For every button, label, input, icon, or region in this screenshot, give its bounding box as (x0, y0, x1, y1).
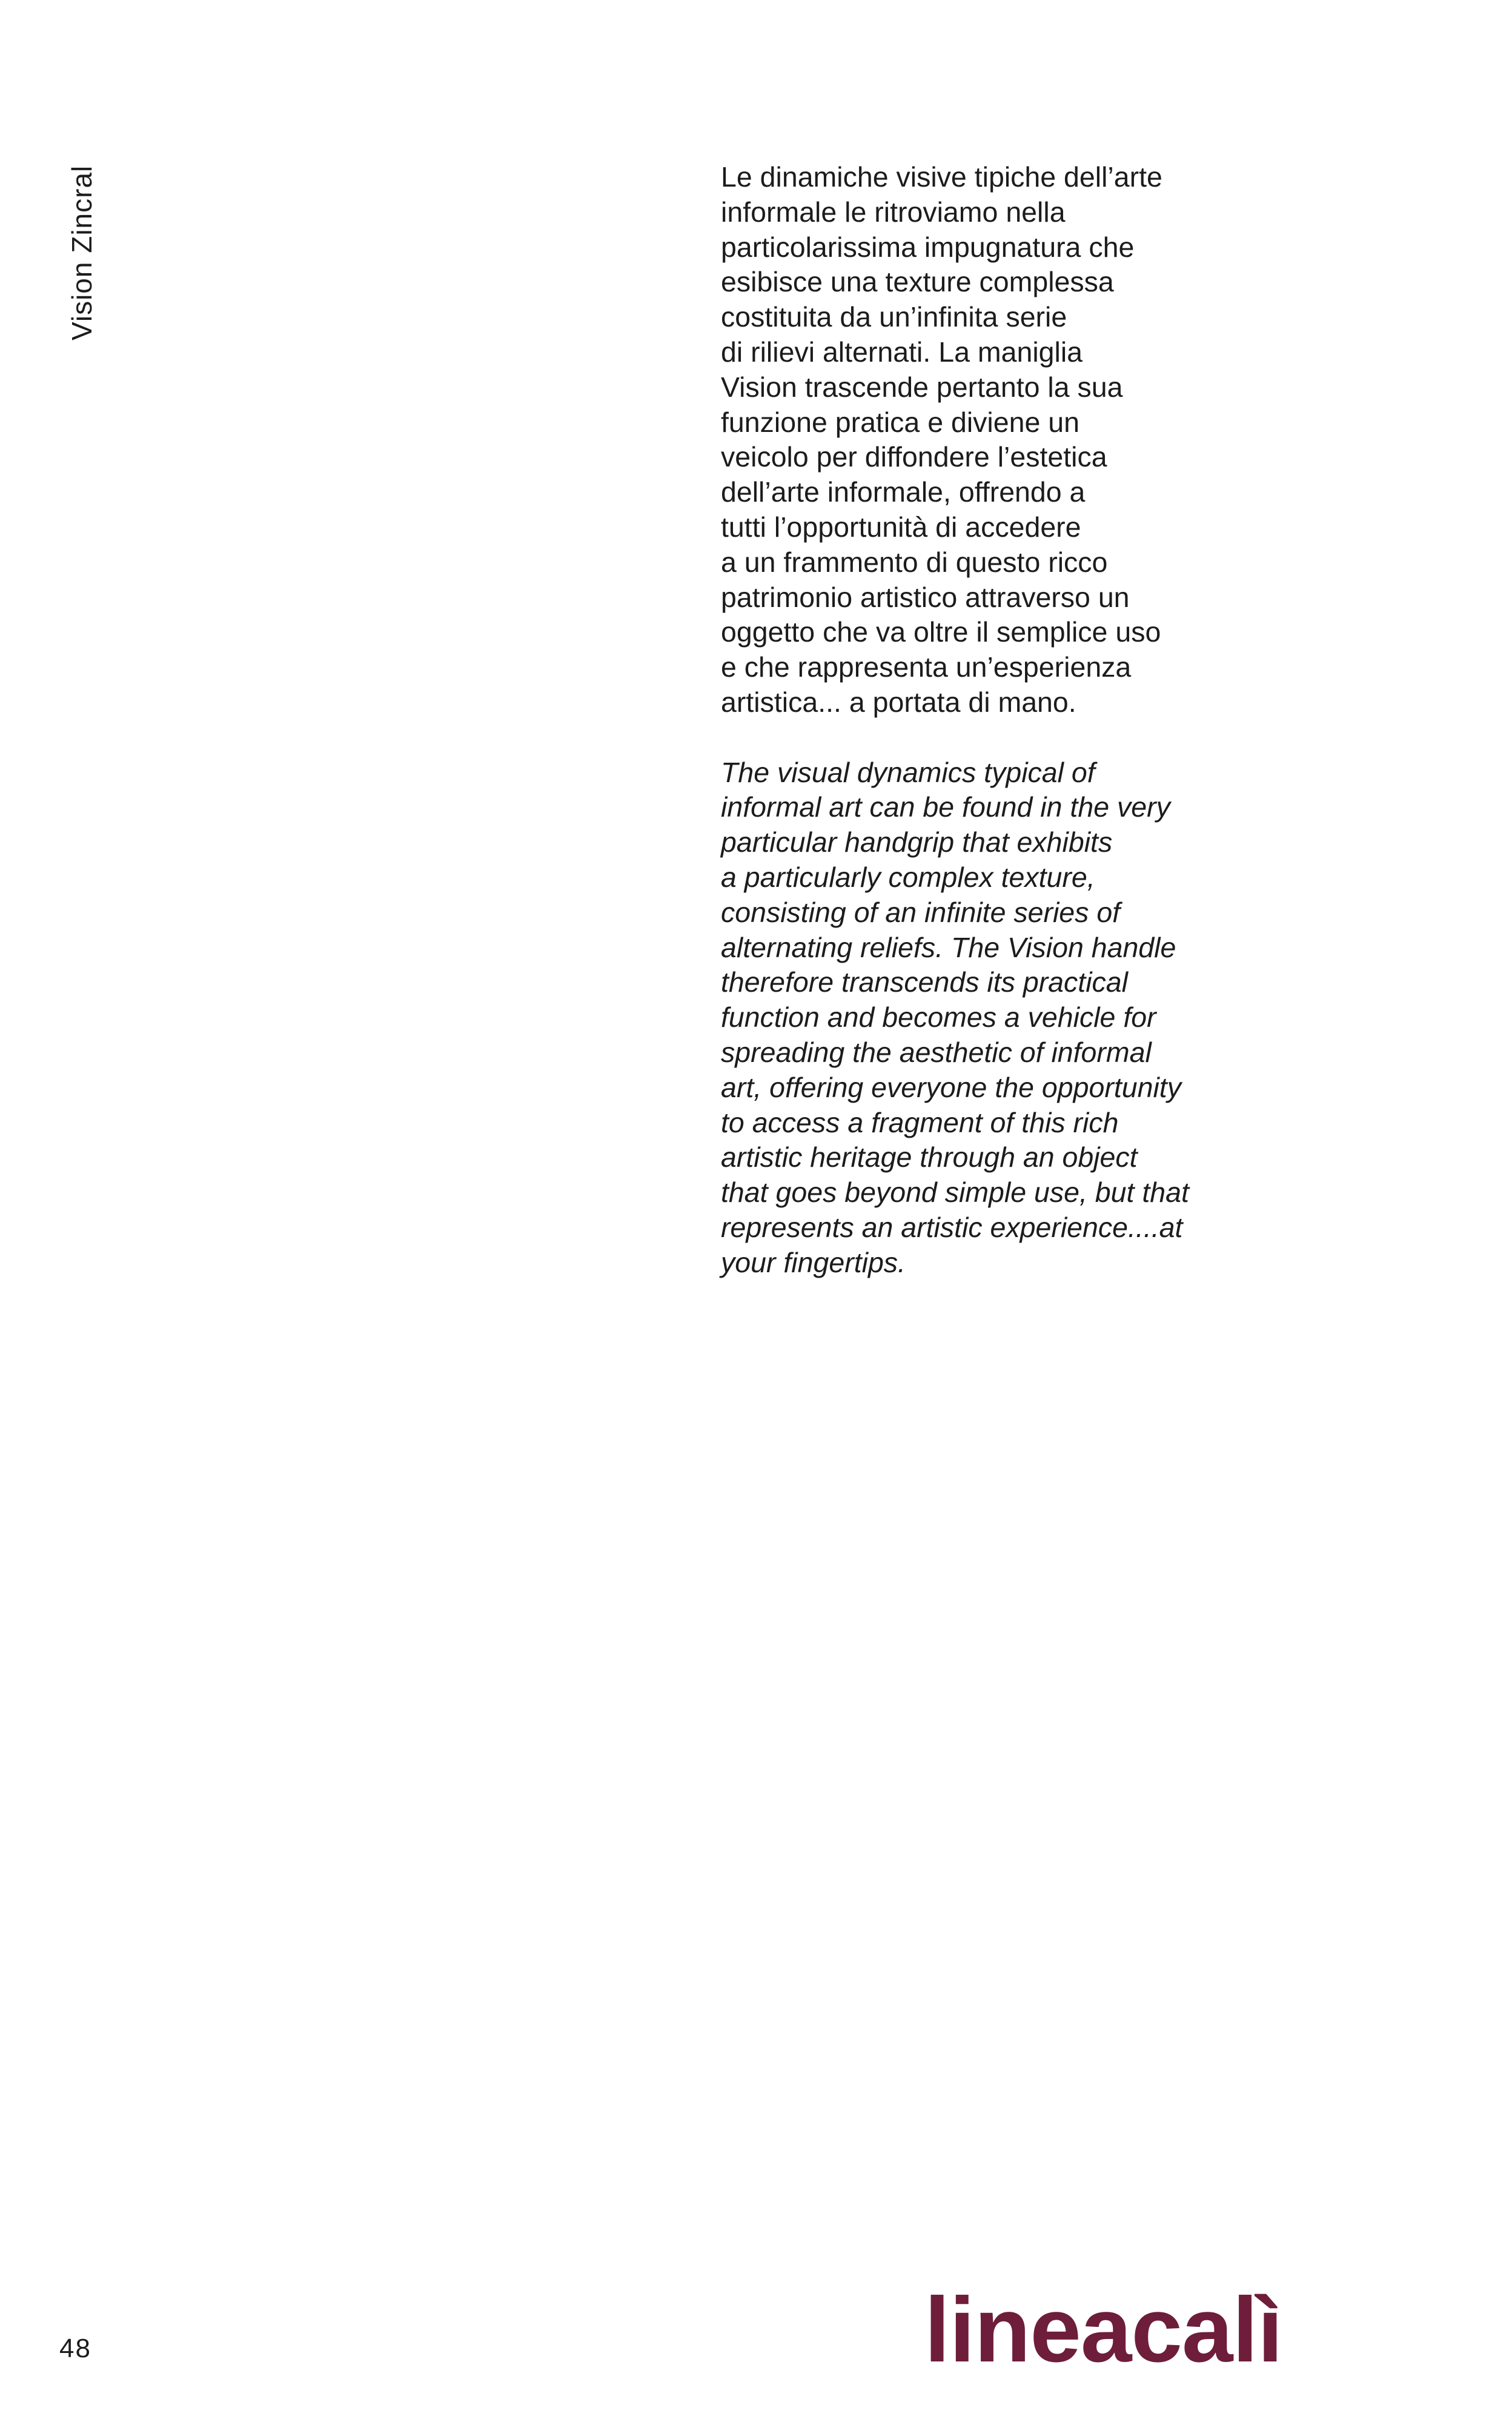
text-line: informal art can be found in the very (721, 791, 1170, 823)
text-line: represents an artistic experience....at (721, 1211, 1183, 1243)
text-line: e che rappresenta un’esperienza (721, 651, 1132, 683)
text-line: patrimonio artistico attraverso un (721, 581, 1130, 613)
text-line: oggetto che va oltre il semplice uso (721, 616, 1161, 648)
italian-paragraph (721, 160, 1266, 720)
page-number: 48 (59, 2334, 91, 2363)
section-title-vertical: Vision Zincral (66, 165, 98, 340)
text-line: to access a fragment of this rich (721, 1106, 1119, 1138)
text-line: dell’arte informale, offrendo a (721, 476, 1086, 508)
text-line: veicolo per diffondere l’estetica (721, 441, 1107, 473)
text-line: costituita da un’infinita serie (721, 301, 1067, 333)
text-line: art, offering everyone the opportunity (721, 1071, 1181, 1103)
brand-logo: lineacalì (924, 2278, 1282, 2381)
text-line: particular handgrip that exhibits (721, 826, 1113, 858)
text-line: Vision trascende pertanto la sua (721, 371, 1123, 403)
text-line: a particularly complex texture, (721, 861, 1095, 893)
text-line: therefore transcends its practical (721, 966, 1128, 998)
text-line: funzione pratica e diviene un (721, 406, 1079, 438)
text-line: a un frammento di questo ricco (721, 546, 1108, 578)
text-line: The visual dynamics typical of (721, 756, 1095, 788)
text-line: artistic heritage through an object (721, 1141, 1138, 1173)
text-line: spreading the aesthetic of informal (721, 1036, 1152, 1068)
text-line: tutti l’opportunità di accedere (721, 511, 1081, 543)
text-line: alternating reliefs. The Vision handle (721, 931, 1176, 963)
text-line: Le dinamiche visive tipiche dell’arte (721, 161, 1162, 193)
text-line: your fingertips. (721, 1246, 906, 1278)
text-line: consisting of an infinite series of (721, 896, 1121, 928)
text-line: artistica... a portata di mano. (721, 686, 1076, 718)
text-line: informale le ritroviamo nella (721, 196, 1066, 228)
text-line: esibisce una texture complessa (721, 266, 1114, 298)
text-line: di rilievi alternati. La maniglia (721, 336, 1083, 368)
english-paragraph (721, 755, 1266, 1281)
text-line: function and becomes a vehicle for (721, 1001, 1156, 1034)
text-line: particolarissima impugnatura che (721, 231, 1135, 263)
main-text-column (721, 160, 1266, 1281)
text-line: that goes beyond simple use, but that (721, 1176, 1189, 1209)
